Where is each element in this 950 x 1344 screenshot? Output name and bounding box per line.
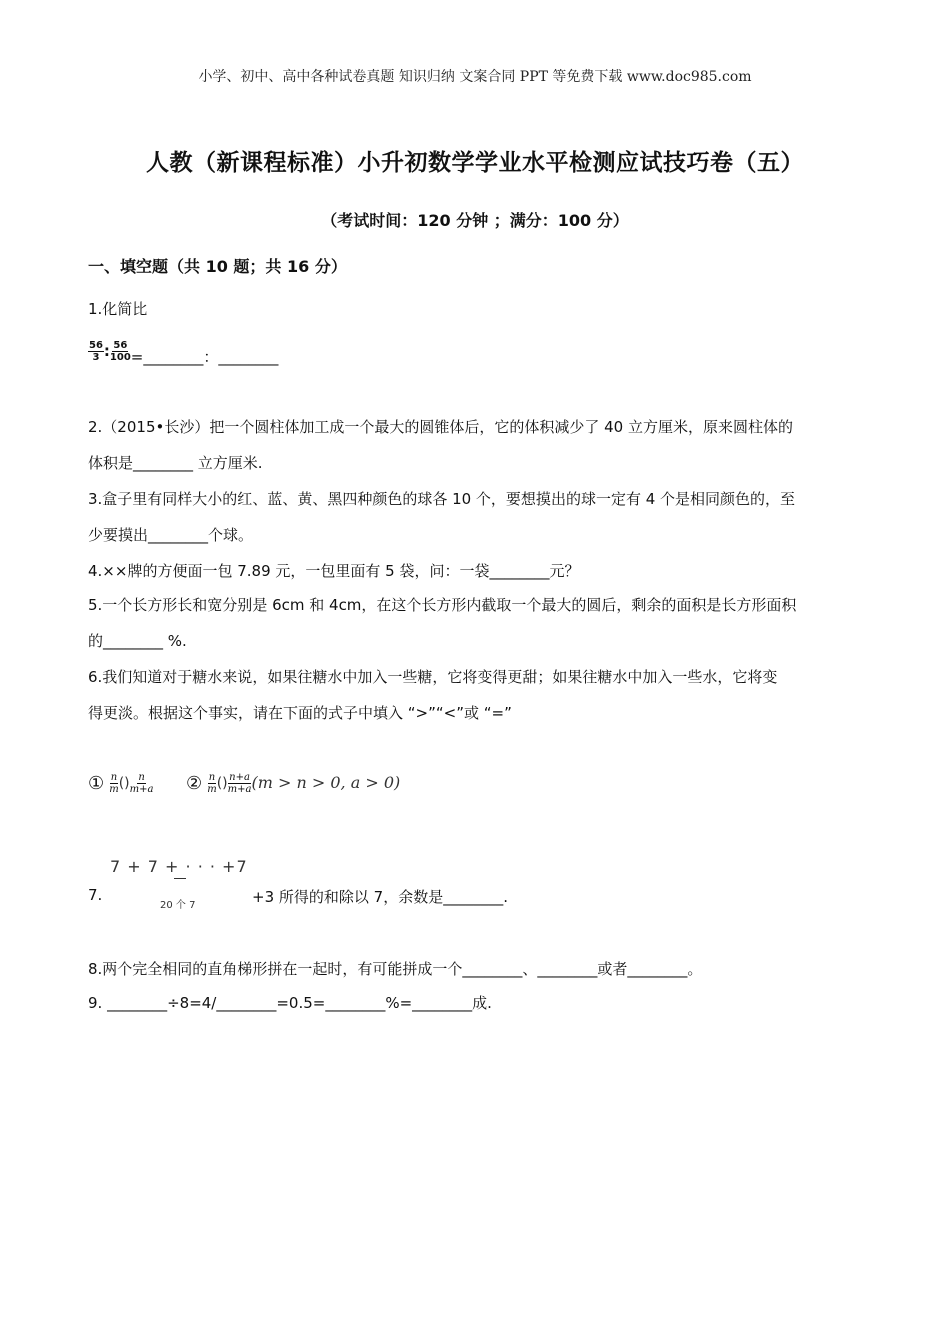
question-7-brace-label: 20 个 7 bbox=[160, 900, 196, 911]
question-6-line1: 6.我们知道对于糖水来说，如果往糖水中加入一些糖，它将变得更甜；如果往糖水中加入一些水，它将变 bbox=[88, 668, 778, 686]
question-5-line1: 5.一个长方形长和宽分别是 6cm 和 4cm，在这个长方形内截取一个最大的圆后，剩余的面积是长方形面积 bbox=[88, 596, 797, 614]
question-6-expression-2: ② $\frac{n}{m}$ () $\frac{n+a}{m+a}$ (m > n > 0, a > 0) bbox=[186, 772, 401, 795]
fraction-n-m: $\frac{n}{m}$ bbox=[109, 772, 119, 795]
question-2-line1: 2.（2015•长沙）把一个圆柱体加工成一个最大的圆锥体后，它的体积减少了 40 立方厘米，原来圆柱体的 bbox=[88, 418, 793, 436]
fraction-n-m-plus-a: $\frac{n}{m+a}$ bbox=[129, 772, 154, 795]
question-7-label: 7. bbox=[88, 886, 103, 904]
exam-title: 人教（新课程标准）小升初数学学业水平检测应试技巧卷（五） bbox=[146, 150, 804, 176]
question-6-line2: 得更淡。根据这个事实，请在下面的式子中填入 “>”“<”或 “=” bbox=[88, 704, 512, 722]
question-9-line1: 9. ________÷8=4/________=0.5=________%=________成. bbox=[88, 994, 492, 1012]
question-7-text: +3 所得的和除以 7，余数是________. bbox=[252, 888, 508, 906]
question-8-line1: 8.两个完全相同的直角梯形拼在一起时，有可能拼成一个________、________或者________。 bbox=[88, 960, 703, 978]
underbrace bbox=[174, 878, 186, 885]
question-3-line1: 3.盒子里有同样大小的红、蓝、黄、黑四种颜色的球各 10 个，要想摸出的球一定有 4 个是相同颜色的，至 bbox=[88, 490, 796, 508]
question-2-line2: 体积是________ 立方厘米. bbox=[88, 454, 263, 472]
question-1-blanks: =________：________ bbox=[130, 348, 279, 366]
question-7-sum-expression: 7 + 7 + · · · +7 bbox=[110, 857, 248, 876]
fraction-56-3: $\frac{56}{3}$ bbox=[89, 340, 103, 363]
question-6-expression-1: ① $\frac{n}{m}$ () $\frac{n}{m+a}$ bbox=[88, 772, 154, 795]
fraction-n-m-2: $\frac{n}{m}$ bbox=[207, 772, 217, 795]
condition: (m > n > 0, a > 0) bbox=[251, 773, 401, 792]
section-heading: 一、填空题（共 10 题；共 16 分） bbox=[88, 257, 347, 276]
page-header: 小学、初中、高中各种试卷真题 知识归纳 文案合同 PPT 等免费下载 www.doc985.com bbox=[198, 69, 752, 85]
question-5-line2: 的________ %. bbox=[88, 632, 187, 650]
question-1-expression: $\frac{56}{3}$ : $\frac{56}{100}$ =________：________ bbox=[89, 340, 279, 366]
question-3-line2: 少要摸出________个球。 bbox=[88, 526, 254, 544]
question-4-line1: 4.××牌的方便面一包 7.89 元，一包里面有 5 袋，问：一袋________元？ bbox=[88, 562, 580, 580]
fraction-56-100: $\frac{56}{100}$ bbox=[109, 340, 131, 363]
exam-subtitle: （考试时间：120 分钟 ；满分：100 分） bbox=[321, 211, 629, 230]
fraction-n-plus-a-m-plus-a: $\frac{n+a}{m+a}$ bbox=[227, 772, 252, 795]
question-1-label: 1.化简比 bbox=[88, 300, 148, 318]
